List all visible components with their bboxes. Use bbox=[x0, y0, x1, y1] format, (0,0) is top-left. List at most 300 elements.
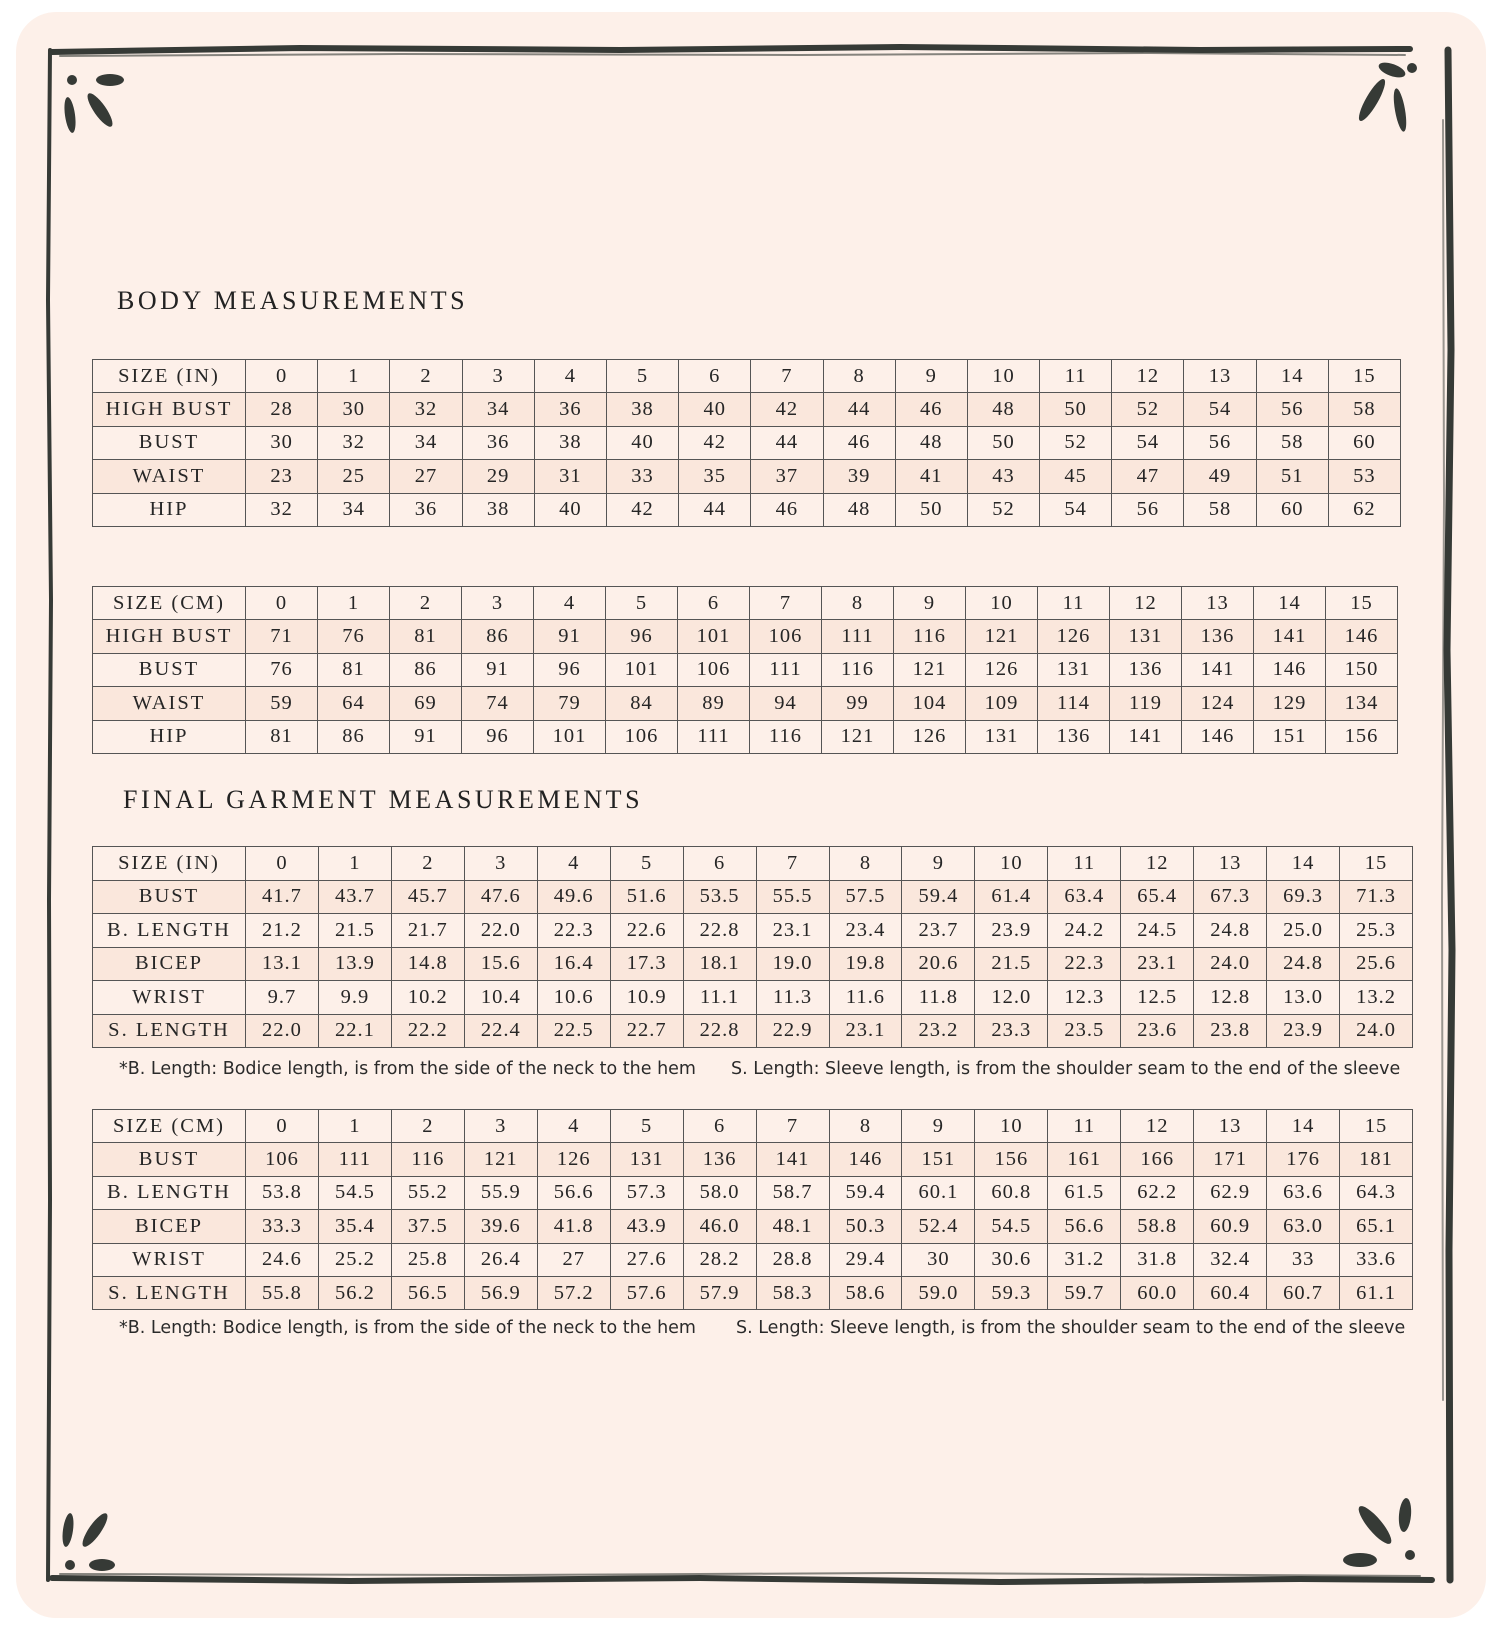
value-cell: 106 bbox=[246, 1143, 319, 1176]
size-number-cell: 4 bbox=[534, 587, 606, 620]
value-cell: 35.4 bbox=[318, 1210, 391, 1243]
value-cell: 53.5 bbox=[683, 880, 756, 914]
value-cell: 94 bbox=[750, 687, 822, 720]
size-number-cell: 10 bbox=[975, 847, 1048, 881]
table-row bbox=[93, 1276, 1413, 1309]
value-cell: 46.0 bbox=[683, 1210, 756, 1243]
value-cell: 48.1 bbox=[756, 1210, 829, 1243]
size-number-cell: 9 bbox=[902, 1110, 975, 1143]
value-cell: 114 bbox=[1038, 687, 1110, 720]
table-header-row bbox=[93, 1110, 1413, 1143]
size-number-cell: 11 bbox=[1048, 847, 1121, 881]
value-cell: 47 bbox=[1112, 460, 1184, 493]
value-cell: 23.1 bbox=[756, 914, 829, 948]
value-cell: 37.5 bbox=[391, 1210, 464, 1243]
value-cell: 10.9 bbox=[610, 981, 683, 1015]
value-cell: 22.4 bbox=[464, 1014, 537, 1048]
value-cell: 55.2 bbox=[391, 1176, 464, 1209]
size-number-cell: 14 bbox=[1267, 847, 1340, 881]
garment-measurements-cm-table bbox=[92, 1109, 1413, 1310]
value-cell: 13.1 bbox=[246, 947, 319, 981]
value-cell: 65.4 bbox=[1121, 880, 1194, 914]
size-number-cell: 2 bbox=[390, 360, 462, 393]
size-number-cell: 8 bbox=[822, 587, 894, 620]
value-cell: 59.7 bbox=[1048, 1276, 1121, 1309]
value-cell: 23.7 bbox=[902, 914, 975, 948]
value-cell: 126 bbox=[537, 1143, 610, 1176]
measurement-label-cell: WRIST bbox=[93, 981, 246, 1015]
value-cell: 43.9 bbox=[610, 1210, 683, 1243]
size-number-cell: 10 bbox=[967, 360, 1039, 393]
size-number-cell: 4 bbox=[534, 360, 606, 393]
value-cell: 21.7 bbox=[391, 914, 464, 948]
value-cell: 12.0 bbox=[975, 981, 1048, 1015]
value-cell: 59.4 bbox=[829, 1176, 902, 1209]
value-cell: 63.0 bbox=[1267, 1210, 1340, 1243]
value-cell: 58 bbox=[1184, 493, 1256, 526]
value-cell: 69 bbox=[390, 687, 462, 720]
size-number-cell: 0 bbox=[246, 847, 319, 881]
value-cell: 58.7 bbox=[756, 1176, 829, 1209]
size-number-cell: 1 bbox=[318, 847, 391, 881]
footnote-sleeve-length: S. Length: Sleeve length, is from the shoulder seam to the end of the sleeve bbox=[736, 1318, 1406, 1338]
table-row bbox=[93, 460, 1401, 493]
value-cell: 23.2 bbox=[902, 1014, 975, 1048]
value-cell: 136 bbox=[1110, 653, 1182, 686]
value-cell: 22.7 bbox=[610, 1014, 683, 1048]
size-number-cell: 8 bbox=[829, 847, 902, 881]
value-cell: 33.6 bbox=[1340, 1243, 1413, 1276]
value-cell: 156 bbox=[975, 1143, 1048, 1176]
size-number-cell: 10 bbox=[975, 1110, 1048, 1143]
value-cell: 38 bbox=[606, 393, 678, 426]
value-cell: 21.5 bbox=[318, 914, 391, 948]
value-cell: 22.1 bbox=[318, 1014, 391, 1048]
size-number-cell: 14 bbox=[1254, 587, 1326, 620]
value-cell: 86 bbox=[318, 720, 390, 753]
value-cell: 54 bbox=[1040, 493, 1112, 526]
value-cell: 60 bbox=[1256, 493, 1328, 526]
value-cell: 61.4 bbox=[975, 880, 1048, 914]
value-cell: 121 bbox=[966, 620, 1038, 653]
value-cell: 57.3 bbox=[610, 1176, 683, 1209]
value-cell: 60.7 bbox=[1267, 1276, 1340, 1309]
table-row bbox=[93, 393, 1401, 426]
value-cell: 106 bbox=[750, 620, 822, 653]
size-number-cell: 3 bbox=[464, 847, 537, 881]
value-cell: 39.6 bbox=[464, 1210, 537, 1243]
value-cell: 30 bbox=[318, 393, 390, 426]
value-cell: 38 bbox=[534, 426, 606, 459]
value-cell: 79 bbox=[534, 687, 606, 720]
size-number-cell: 4 bbox=[537, 1110, 610, 1143]
value-cell: 19.8 bbox=[829, 947, 902, 981]
size-number-cell: 3 bbox=[464, 1110, 537, 1143]
value-cell: 36 bbox=[534, 393, 606, 426]
size-number-cell: 5 bbox=[610, 847, 683, 881]
value-cell: 23.9 bbox=[1267, 1014, 1340, 1048]
value-cell: 10.2 bbox=[391, 981, 464, 1015]
table-row bbox=[93, 1014, 1413, 1048]
measurement-label-cell: BUST bbox=[93, 880, 246, 914]
value-cell: 24.8 bbox=[1194, 914, 1267, 948]
value-cell: 56.5 bbox=[391, 1276, 464, 1309]
size-number-cell: 13 bbox=[1194, 1110, 1267, 1143]
value-cell: 71.3 bbox=[1340, 880, 1413, 914]
value-cell: 21.2 bbox=[246, 914, 319, 948]
value-cell: 11.3 bbox=[756, 981, 829, 1015]
value-cell: 129 bbox=[1254, 687, 1326, 720]
table-row bbox=[93, 981, 1413, 1015]
size-number-cell: 7 bbox=[756, 847, 829, 881]
value-cell: 50 bbox=[895, 493, 967, 526]
value-cell: 22.9 bbox=[756, 1014, 829, 1048]
size-number-cell: 9 bbox=[902, 847, 975, 881]
measurement-label-cell: BUST bbox=[93, 653, 246, 686]
value-cell: 109 bbox=[966, 687, 1038, 720]
value-cell: 81 bbox=[318, 653, 390, 686]
size-number-cell: 2 bbox=[391, 847, 464, 881]
value-cell: 156 bbox=[1326, 720, 1398, 753]
value-cell: 23.6 bbox=[1121, 1014, 1194, 1048]
value-cell: 131 bbox=[1038, 653, 1110, 686]
value-cell: 101 bbox=[678, 620, 750, 653]
value-cell: 27 bbox=[537, 1243, 610, 1276]
value-cell: 25.3 bbox=[1340, 914, 1413, 948]
body-measurements-inches-table bbox=[92, 359, 1401, 527]
value-cell: 44 bbox=[751, 426, 823, 459]
value-cell: 121 bbox=[822, 720, 894, 753]
value-cell: 32 bbox=[246, 493, 318, 526]
value-cell: 52.4 bbox=[902, 1210, 975, 1243]
value-cell: 32 bbox=[390, 393, 462, 426]
size-number-cell: 7 bbox=[756, 1110, 829, 1143]
value-cell: 28.8 bbox=[756, 1243, 829, 1276]
measurement-label-cell: HIGH BUST bbox=[93, 620, 246, 653]
value-cell: 96 bbox=[534, 653, 606, 686]
value-cell: 54 bbox=[1184, 393, 1256, 426]
measurement-label-cell: HIP bbox=[93, 720, 246, 753]
table-row bbox=[93, 1210, 1413, 1243]
table-row bbox=[93, 947, 1413, 981]
value-cell: 49.6 bbox=[537, 880, 610, 914]
size-number-cell: 6 bbox=[678, 587, 750, 620]
size-number-cell: 11 bbox=[1038, 587, 1110, 620]
value-cell: 121 bbox=[894, 653, 966, 686]
value-cell: 21.5 bbox=[975, 947, 1048, 981]
size-number-cell: 0 bbox=[246, 360, 318, 393]
size-number-cell: 8 bbox=[829, 1110, 902, 1143]
value-cell: 27 bbox=[390, 460, 462, 493]
table-row bbox=[93, 1176, 1413, 1209]
measurement-label-cell: BICEP bbox=[93, 947, 246, 981]
value-cell: 52 bbox=[967, 493, 1039, 526]
page-card bbox=[16, 12, 1486, 1618]
table-row bbox=[93, 653, 1398, 686]
size-number-cell: 6 bbox=[683, 847, 756, 881]
value-cell: 44 bbox=[823, 393, 895, 426]
footnote-bodice-length: *B. Length: Bodice length, is from the side of the neck to the hem bbox=[119, 1318, 696, 1338]
value-cell: 15.6 bbox=[464, 947, 537, 981]
value-cell: 14.8 bbox=[391, 947, 464, 981]
value-cell: 12.8 bbox=[1194, 981, 1267, 1015]
value-cell: 62 bbox=[1328, 493, 1400, 526]
size-number-cell: 5 bbox=[606, 360, 678, 393]
value-cell: 106 bbox=[606, 720, 678, 753]
value-cell: 60.1 bbox=[902, 1176, 975, 1209]
footnote-sleeve-length: S. Length: Sleeve length, is from the shoulder seam to the end of the sleeve bbox=[731, 1059, 1401, 1079]
value-cell: 32.4 bbox=[1194, 1243, 1267, 1276]
value-cell: 84 bbox=[606, 687, 678, 720]
value-cell: 124 bbox=[1182, 687, 1254, 720]
table-row bbox=[93, 426, 1401, 459]
value-cell: 16.4 bbox=[537, 947, 610, 981]
value-cell: 23.1 bbox=[1121, 947, 1194, 981]
value-cell: 121 bbox=[464, 1143, 537, 1176]
value-cell: 58 bbox=[1256, 426, 1328, 459]
size-number-cell: 1 bbox=[318, 360, 390, 393]
size-header-cell: SIZE (CM) bbox=[93, 1110, 246, 1143]
value-cell: 57.2 bbox=[537, 1276, 610, 1309]
value-cell: 166 bbox=[1121, 1143, 1194, 1176]
value-cell: 58.8 bbox=[1121, 1210, 1194, 1243]
value-cell: 18.1 bbox=[683, 947, 756, 981]
measurement-label-cell: HIP bbox=[93, 493, 246, 526]
value-cell: 60.4 bbox=[1194, 1276, 1267, 1309]
value-cell: 63.6 bbox=[1267, 1176, 1340, 1209]
value-cell: 50 bbox=[1040, 393, 1112, 426]
value-cell: 23 bbox=[246, 460, 318, 493]
value-cell: 101 bbox=[534, 720, 606, 753]
value-cell: 61.5 bbox=[1048, 1176, 1121, 1209]
value-cell: 23.9 bbox=[975, 914, 1048, 948]
value-cell: 11.1 bbox=[683, 981, 756, 1015]
value-cell: 45.7 bbox=[391, 880, 464, 914]
value-cell: 36 bbox=[462, 426, 534, 459]
value-cell: 25.8 bbox=[391, 1243, 464, 1276]
value-cell: 116 bbox=[391, 1143, 464, 1176]
size-number-cell: 12 bbox=[1112, 360, 1184, 393]
footnote-bodice-length: *B. Length: Bodice length, is from the side of the neck to the hem bbox=[119, 1059, 696, 1079]
value-cell: 32 bbox=[318, 426, 390, 459]
value-cell: 55.5 bbox=[756, 880, 829, 914]
value-cell: 86 bbox=[462, 620, 534, 653]
value-cell: 150 bbox=[1326, 653, 1398, 686]
size-number-cell: 9 bbox=[894, 587, 966, 620]
table-header-row bbox=[93, 587, 1398, 620]
value-cell: 24.6 bbox=[246, 1243, 319, 1276]
size-number-cell: 2 bbox=[391, 1110, 464, 1143]
size-header-cell: SIZE (IN) bbox=[93, 847, 246, 881]
value-cell: 26.4 bbox=[464, 1243, 537, 1276]
value-cell: 181 bbox=[1340, 1143, 1413, 1176]
value-cell: 69.3 bbox=[1267, 880, 1340, 914]
value-cell: 43 bbox=[967, 460, 1039, 493]
table-row bbox=[93, 720, 1398, 753]
value-cell: 53 bbox=[1328, 460, 1400, 493]
value-cell: 33.3 bbox=[246, 1210, 319, 1243]
value-cell: 25.0 bbox=[1267, 914, 1340, 948]
value-cell: 28 bbox=[246, 393, 318, 426]
size-header-cell: SIZE (IN) bbox=[93, 360, 246, 393]
table-row bbox=[93, 493, 1401, 526]
value-cell: 76 bbox=[318, 620, 390, 653]
value-cell: 30 bbox=[902, 1243, 975, 1276]
measurement-label-cell: WAIST bbox=[93, 687, 246, 720]
size-number-cell: 0 bbox=[246, 587, 318, 620]
value-cell: 55.8 bbox=[246, 1276, 319, 1309]
value-cell: 58.0 bbox=[683, 1176, 756, 1209]
body-measurements-cm-table bbox=[92, 586, 1398, 754]
size-number-cell: 6 bbox=[679, 360, 751, 393]
value-cell: 57.5 bbox=[829, 880, 902, 914]
size-number-cell: 15 bbox=[1328, 360, 1400, 393]
garment-measurements-title: FINAL GARMENT MEASUREMENTS bbox=[123, 785, 644, 814]
value-cell: 42 bbox=[679, 426, 751, 459]
value-cell: 56.6 bbox=[537, 1176, 610, 1209]
value-cell: 74 bbox=[462, 687, 534, 720]
value-cell: 86 bbox=[390, 653, 462, 686]
value-cell: 42 bbox=[606, 493, 678, 526]
size-number-cell: 7 bbox=[750, 587, 822, 620]
size-number-cell: 3 bbox=[462, 587, 534, 620]
size-number-cell: 6 bbox=[683, 1110, 756, 1143]
value-cell: 24.5 bbox=[1121, 914, 1194, 948]
value-cell: 171 bbox=[1194, 1143, 1267, 1176]
value-cell: 64.3 bbox=[1340, 1176, 1413, 1209]
size-number-cell: 1 bbox=[318, 1110, 391, 1143]
value-cell: 30 bbox=[246, 426, 318, 459]
value-cell: 99 bbox=[822, 687, 894, 720]
value-cell: 96 bbox=[606, 620, 678, 653]
value-cell: 54.5 bbox=[975, 1210, 1048, 1243]
body-measurements-title: BODY MEASUREMENTS bbox=[117, 286, 469, 315]
value-cell: 126 bbox=[966, 653, 1038, 686]
table-row bbox=[93, 914, 1413, 948]
value-cell: 22.2 bbox=[391, 1014, 464, 1048]
size-header-cell: SIZE (CM) bbox=[93, 587, 246, 620]
value-cell: 54 bbox=[1112, 426, 1184, 459]
value-cell: 22.8 bbox=[683, 914, 756, 948]
value-cell: 67.3 bbox=[1194, 880, 1267, 914]
table-header-row bbox=[93, 847, 1413, 881]
measurement-label-cell: S. LENGTH bbox=[93, 1276, 246, 1309]
measurement-label-cell: WRIST bbox=[93, 1243, 246, 1276]
value-cell: 56 bbox=[1184, 426, 1256, 459]
value-cell: 11.6 bbox=[829, 981, 902, 1015]
value-cell: 116 bbox=[750, 720, 822, 753]
value-cell: 62.9 bbox=[1194, 1176, 1267, 1209]
value-cell: 40 bbox=[534, 493, 606, 526]
value-cell: 91 bbox=[534, 620, 606, 653]
value-cell: 31.8 bbox=[1121, 1243, 1194, 1276]
size-number-cell: 13 bbox=[1182, 587, 1254, 620]
value-cell: 54.5 bbox=[318, 1176, 391, 1209]
value-cell: 71 bbox=[246, 620, 318, 653]
value-cell: 9.7 bbox=[246, 981, 319, 1015]
value-cell: 22.0 bbox=[464, 914, 537, 948]
value-cell: 151 bbox=[902, 1143, 975, 1176]
value-cell: 106 bbox=[678, 653, 750, 686]
value-cell: 58 bbox=[1328, 393, 1400, 426]
value-cell: 119 bbox=[1110, 687, 1182, 720]
value-cell: 50 bbox=[967, 426, 1039, 459]
value-cell: 48 bbox=[895, 426, 967, 459]
value-cell: 41 bbox=[895, 460, 967, 493]
size-number-cell: 9 bbox=[895, 360, 967, 393]
value-cell: 41.7 bbox=[246, 880, 319, 914]
value-cell: 48 bbox=[967, 393, 1039, 426]
value-cell: 29 bbox=[462, 460, 534, 493]
value-cell: 62.2 bbox=[1121, 1176, 1194, 1209]
value-cell: 126 bbox=[894, 720, 966, 753]
table-header-row bbox=[93, 360, 1401, 393]
value-cell: 63.4 bbox=[1048, 880, 1121, 914]
value-cell: 49 bbox=[1184, 460, 1256, 493]
value-cell: 126 bbox=[1038, 620, 1110, 653]
value-cell: 30.6 bbox=[975, 1243, 1048, 1276]
size-number-cell: 15 bbox=[1340, 1110, 1413, 1143]
value-cell: 38 bbox=[462, 493, 534, 526]
value-cell: 41.8 bbox=[537, 1210, 610, 1243]
value-cell: 65.1 bbox=[1340, 1210, 1413, 1243]
value-cell: 33 bbox=[606, 460, 678, 493]
value-cell: 34 bbox=[462, 393, 534, 426]
value-cell: 161 bbox=[1048, 1143, 1121, 1176]
value-cell: 56 bbox=[1256, 393, 1328, 426]
size-number-cell: 11 bbox=[1048, 1110, 1121, 1143]
measurement-label-cell: BICEP bbox=[93, 1210, 246, 1243]
size-number-cell: 1 bbox=[318, 587, 390, 620]
value-cell: 151 bbox=[1254, 720, 1326, 753]
value-cell: 60.0 bbox=[1121, 1276, 1194, 1309]
value-cell: 24.2 bbox=[1048, 914, 1121, 948]
value-cell: 176 bbox=[1267, 1143, 1340, 1176]
value-cell: 22.6 bbox=[610, 914, 683, 948]
value-cell: 13.2 bbox=[1340, 981, 1413, 1015]
measurement-label-cell: B. LENGTH bbox=[93, 914, 246, 948]
size-number-cell: 10 bbox=[966, 587, 1038, 620]
size-number-cell: 3 bbox=[462, 360, 534, 393]
size-number-cell: 14 bbox=[1256, 360, 1328, 393]
measurement-label-cell: BUST bbox=[93, 426, 246, 459]
value-cell: 36 bbox=[390, 493, 462, 526]
value-cell: 10.4 bbox=[464, 981, 537, 1015]
value-cell: 13.9 bbox=[318, 947, 391, 981]
value-cell: 19.0 bbox=[756, 947, 829, 981]
size-number-cell: 5 bbox=[606, 587, 678, 620]
measurement-label-cell: WAIST bbox=[93, 460, 246, 493]
value-cell: 23.3 bbox=[975, 1014, 1048, 1048]
value-cell: 44 bbox=[679, 493, 751, 526]
size-number-cell: 12 bbox=[1121, 847, 1194, 881]
value-cell: 46 bbox=[895, 393, 967, 426]
value-cell: 60.9 bbox=[1194, 1210, 1267, 1243]
size-number-cell: 14 bbox=[1267, 1110, 1340, 1143]
value-cell: 141 bbox=[1182, 653, 1254, 686]
table-row bbox=[93, 620, 1398, 653]
value-cell: 34 bbox=[390, 426, 462, 459]
size-number-cell: 8 bbox=[823, 360, 895, 393]
value-cell: 50.3 bbox=[829, 1210, 902, 1243]
value-cell: 51 bbox=[1256, 460, 1328, 493]
value-cell: 22.3 bbox=[1048, 947, 1121, 981]
value-cell: 141 bbox=[1254, 620, 1326, 653]
size-number-cell: 7 bbox=[751, 360, 823, 393]
value-cell: 35 bbox=[679, 460, 751, 493]
value-cell: 22.8 bbox=[683, 1014, 756, 1048]
size-number-cell: 15 bbox=[1340, 847, 1413, 881]
